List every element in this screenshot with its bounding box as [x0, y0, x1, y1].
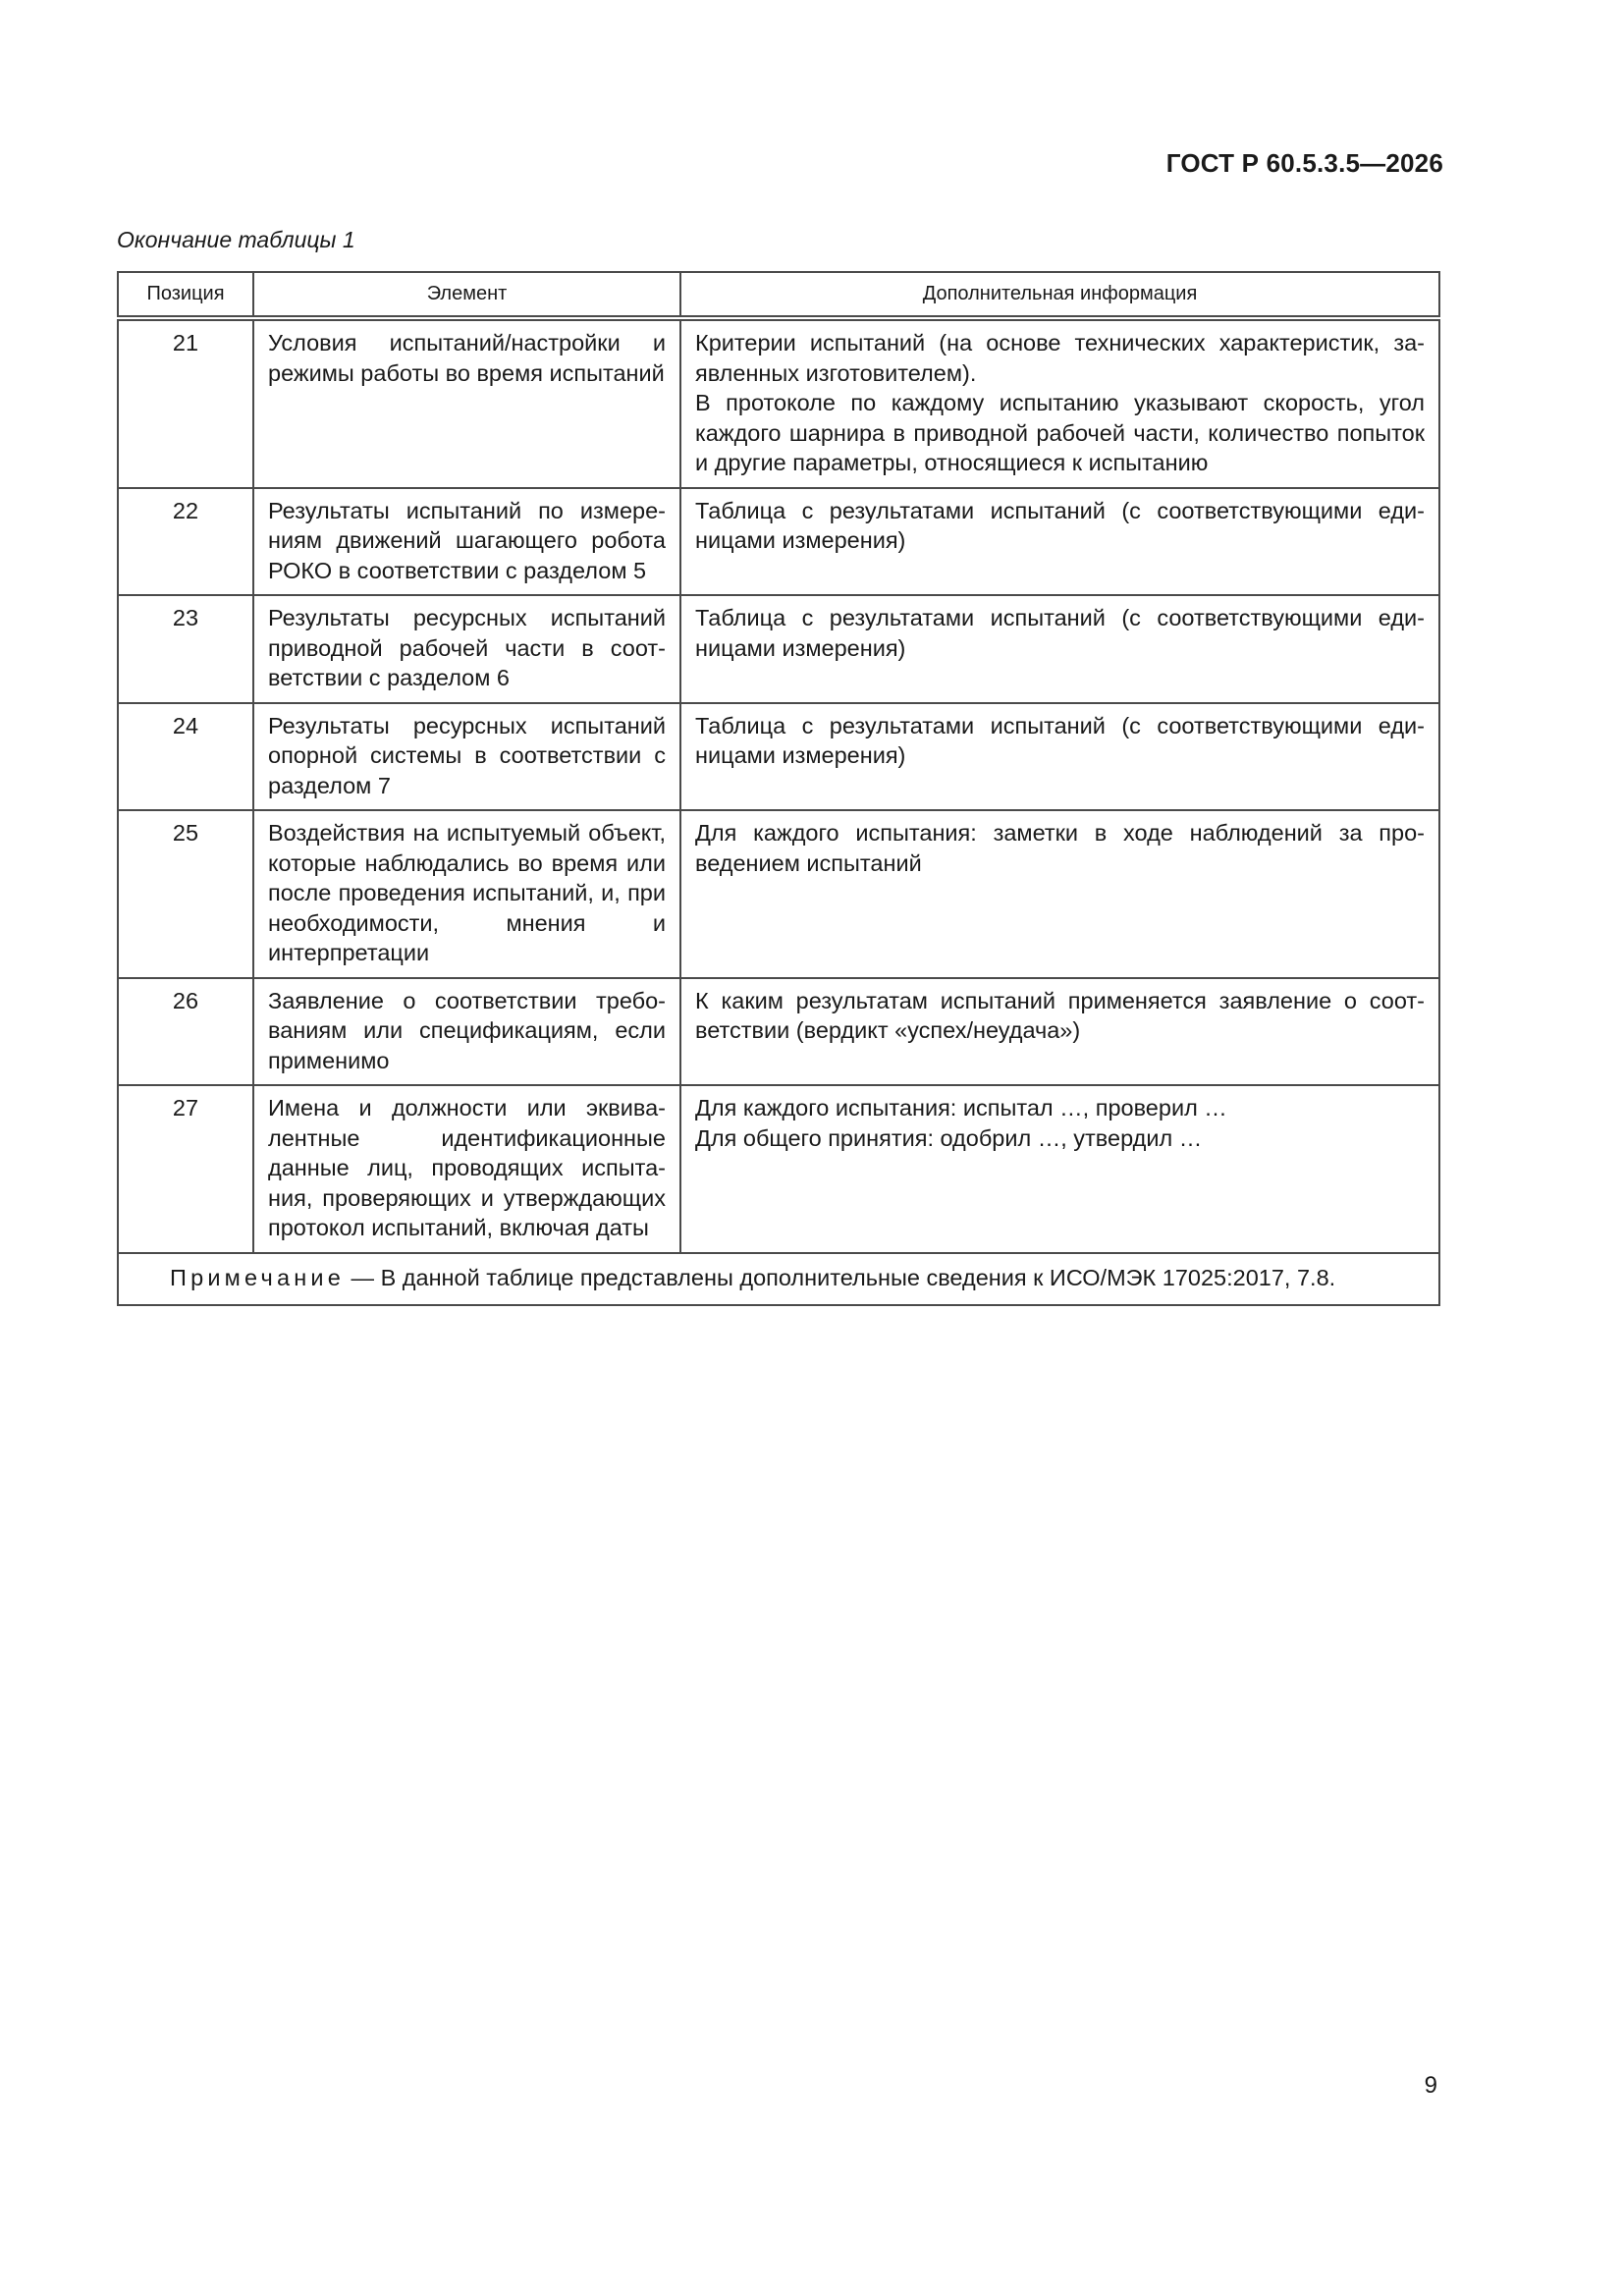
position-cell: 25	[118, 810, 253, 978]
document-code: ГОСТ Р 60.5.3.5—2026	[1165, 148, 1443, 178]
note-text: — В данной таблице представлены дополнительные сведения к ИСО/МЭК 17025:2017, 7.8.	[345, 1264, 1336, 1290]
position-cell: 24	[118, 703, 253, 811]
element-cell: Условия испытаний/настройки и режимы работы во время испытаний	[253, 318, 680, 488]
note-label: Примечание	[170, 1264, 346, 1290]
element-cell: Заявление о соответствии требованиям или спецификациям, если применимо	[253, 978, 680, 1086]
position-cell: 26	[118, 978, 253, 1086]
additional-info-line: Таблица с результатами испытаний (с соответствующими единицами измерения)	[695, 497, 1425, 553]
additional-info-line: К каким результатам испытаний применяется заявление о соответствии (вердикт «успех/неудача»)	[695, 987, 1425, 1043]
additional-info-cell	[680, 318, 1439, 488]
additional-info-line: Критерии испытаний (на основе технических характеристик, заявленных изготовителем).	[695, 330, 1425, 386]
table-row	[118, 488, 1439, 596]
additional-info-cell	[680, 703, 1439, 811]
table-container	[117, 271, 1438, 1306]
additional-info-line: Для каждого испытания: испытал …, проверил …	[695, 1095, 1227, 1121]
table-caption: Окончание таблицы 1	[117, 227, 355, 252]
table-row	[118, 318, 1439, 488]
additional-info-cell	[680, 595, 1439, 703]
requirements-table	[117, 271, 1440, 1306]
element-cell: Результаты ресурсных испытаний приводной рабочей части в соответствии с разделом 6	[253, 595, 680, 703]
position-cell: 21	[118, 318, 253, 488]
element-cell: Результаты испытаний по измерениям движений шагающего робота РОКО в соответствии с разделом 5	[253, 488, 680, 596]
additional-info-cell	[680, 810, 1439, 978]
table-row	[118, 1085, 1439, 1253]
additional-info-cell	[680, 1085, 1439, 1253]
element-cell: Имена и должности или эквивалентные идентификационные данные лиц, проводящих испытания, проверяющих и утверждающих протокол испытаний, включая даты	[253, 1085, 680, 1253]
column-header-element: Элемент	[253, 272, 680, 318]
position-cell: 22	[118, 488, 253, 596]
additional-info-cell	[680, 978, 1439, 1086]
position-cell: 27	[118, 1085, 253, 1253]
table-note-row	[118, 1253, 1439, 1306]
position-cell: 23	[118, 595, 253, 703]
table-body	[118, 318, 1439, 1253]
table-row	[118, 810, 1439, 978]
additional-info-line: Для каждого испытания: заметки в ходе наблюдений за проведением испытаний	[695, 820, 1425, 876]
element-cell: Воздействия на испытуемый объект, которые наблюдались во время или после проведения испытаний, и, при необходимости, мнения и интерпретации	[253, 810, 680, 978]
additional-info-line: Таблица с результатами испытаний (с соответствующими единицами измерения)	[695, 712, 1425, 768]
table-row	[118, 978, 1439, 1086]
table-header-row	[118, 272, 1439, 318]
table-note	[118, 1253, 1439, 1306]
additional-info-cell	[680, 488, 1439, 596]
element-cell: Результаты ресурсных испытаний опорной системы в соответствии с разделом 7	[253, 703, 680, 811]
table-row	[118, 595, 1439, 703]
column-header-additional-info: Дополнительная информация	[680, 272, 1439, 318]
table-row	[118, 703, 1439, 811]
column-header-position: Позиция	[118, 272, 253, 318]
page-number: 9	[1424, 2072, 1437, 2099]
additional-info-line: Таблица с результатами испытаний (с соответствующими единицами измерения)	[695, 605, 1425, 661]
additional-info-line: Для общего принятия: одобрил …, утвердил …	[695, 1124, 1203, 1151]
additional-info-line: В протоколе по каждому испытанию указывают скорость, угол каждого шарнира в приводной рабочей части, количество попыток и другие параметры, относящиеся к испытанию	[695, 390, 1425, 475]
